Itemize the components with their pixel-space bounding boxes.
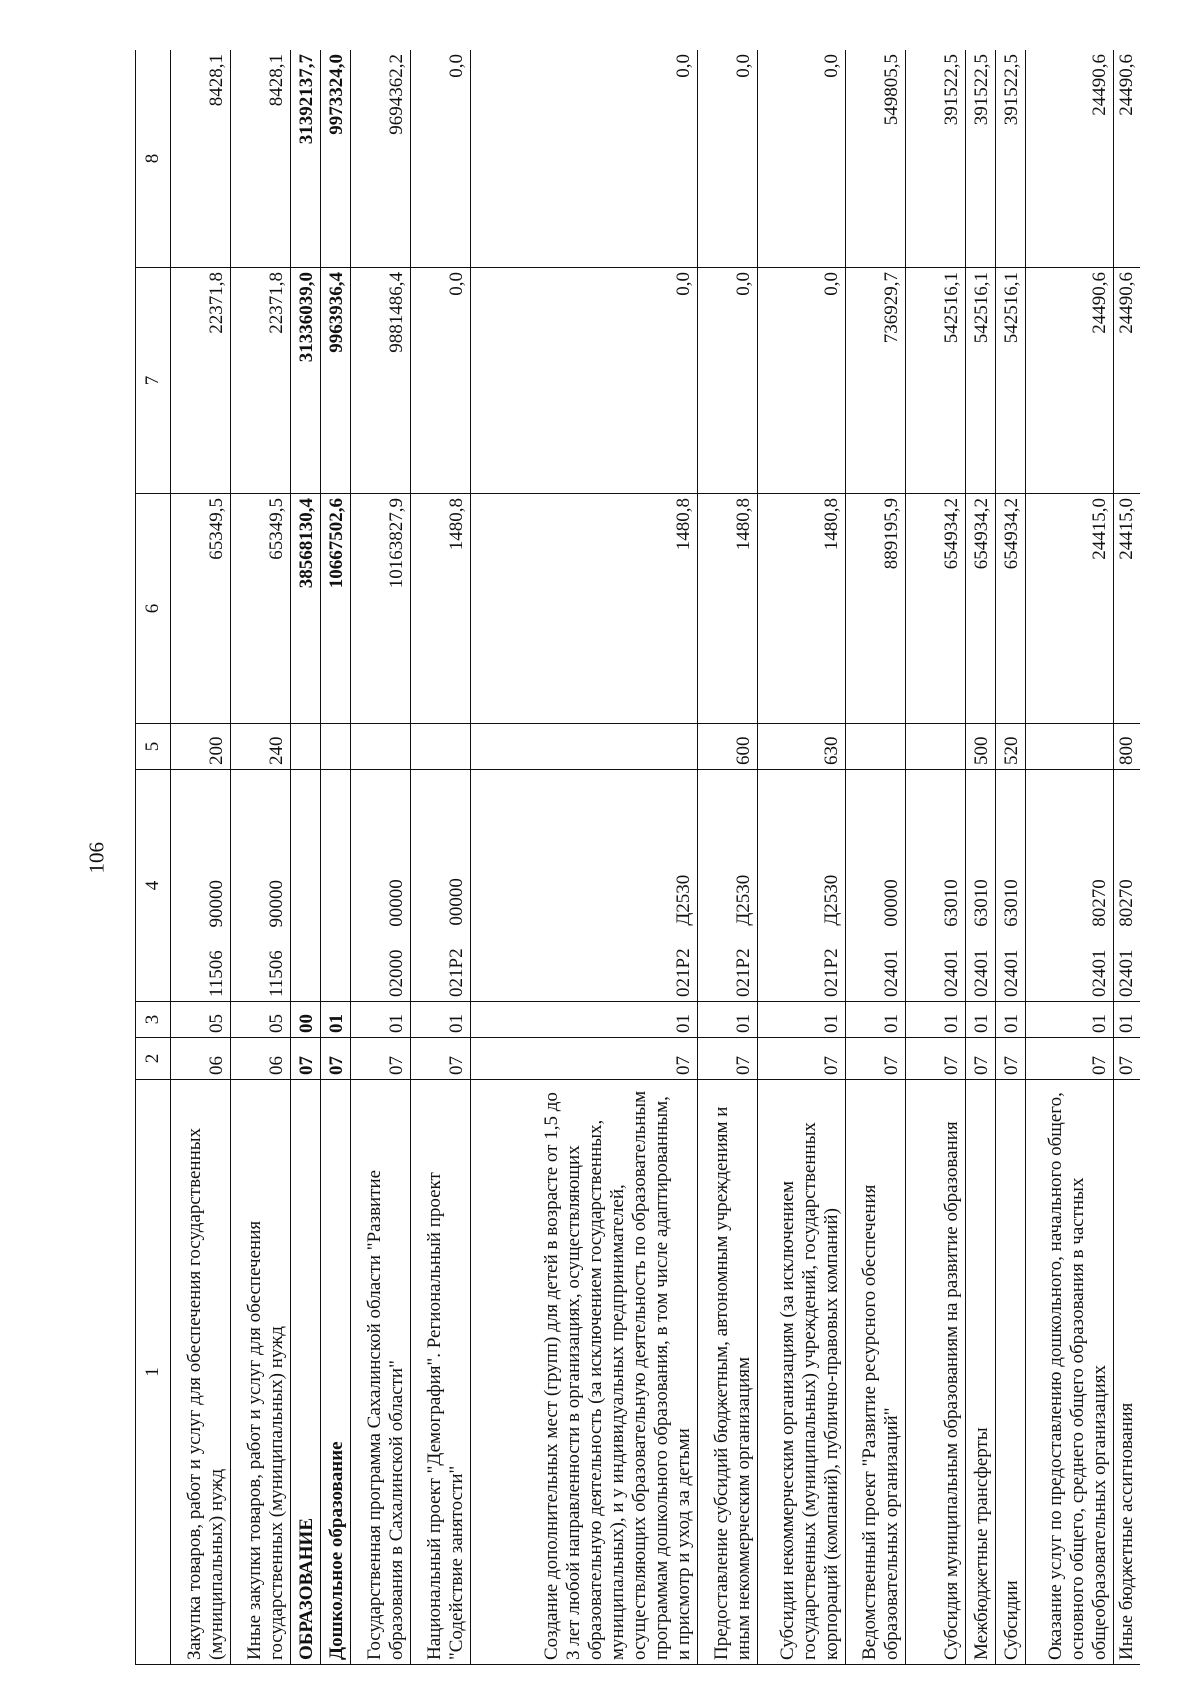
amount-col6: 10163827,9 xyxy=(351,494,411,724)
amount-col8: 0,0 xyxy=(411,50,471,268)
amount-col7: 0,0 xyxy=(758,268,846,494)
amount-col6: 654934,2 xyxy=(966,494,996,724)
amount-col7: 542516,1 xyxy=(966,268,996,494)
amount-col8: 24490,6 xyxy=(1114,50,1141,268)
row-name: Закупка товаров, работ и услуг для обеспечения государственных (муниципальных) нужд xyxy=(171,1080,231,1665)
section-code: 07 xyxy=(1114,1038,1141,1080)
subsection-code: 05 xyxy=(231,1002,291,1038)
table-row xyxy=(1026,50,1114,1665)
rotated-table-container xyxy=(135,50,1140,1665)
amount-col8: 24490,6 xyxy=(1026,50,1114,268)
subsection-code: 01 xyxy=(698,1002,758,1038)
table-row xyxy=(291,50,321,1665)
amount-col6: 1480,8 xyxy=(411,494,471,724)
table-row xyxy=(966,50,996,1665)
amount-col6: 889195,9 xyxy=(846,494,906,724)
amount-col7: 0,0 xyxy=(471,268,698,494)
amount-col6: 24415,0 xyxy=(1114,494,1141,724)
table-row xyxy=(758,50,846,1665)
amount-col7: 0,0 xyxy=(411,268,471,494)
amount-col8: 0,0 xyxy=(471,50,698,268)
amount-col6: 10667502,6 xyxy=(321,494,351,724)
section-code: 07 xyxy=(966,1038,996,1080)
amount-col8: 549805,5 xyxy=(846,50,906,268)
column-header-6: 6 xyxy=(136,494,171,724)
amount-col8: 391522,5 xyxy=(906,50,966,268)
table-row xyxy=(231,50,291,1665)
row-name: Субсидия муниципальным образованиям на развитие образования xyxy=(906,1080,966,1665)
expense-type-code: 520 xyxy=(996,724,1026,770)
table-body xyxy=(171,50,1141,1665)
amount-col7: 22371,8 xyxy=(231,268,291,494)
column-header-2: 2 xyxy=(136,1038,171,1080)
subsection-code: 01 xyxy=(1026,1002,1114,1038)
target-article-code xyxy=(291,770,321,1002)
subsection-code: 01 xyxy=(966,1002,996,1038)
target-article-code: 02000 00000 xyxy=(351,770,411,1002)
amount-col6: 1480,8 xyxy=(758,494,846,724)
target-article-code: 02401 63010 xyxy=(966,770,996,1002)
section-code: 07 xyxy=(291,1038,321,1080)
row-name: Ведомственный проект "Развитие ресурсного обеспечения образовательных организаций" xyxy=(846,1080,906,1665)
column-header-8: 8 xyxy=(136,50,171,268)
target-article-code xyxy=(321,770,351,1002)
target-article-code: 021P2 Д2530 xyxy=(698,770,758,1002)
table-row xyxy=(846,50,906,1665)
amount-col7: 736929,7 xyxy=(846,268,906,494)
amount-col8: 9973324,0 xyxy=(321,50,351,268)
header-row xyxy=(136,50,171,1665)
expense-type-code: 630 xyxy=(758,724,846,770)
expense-type-code xyxy=(351,724,411,770)
expense-type-code xyxy=(906,724,966,770)
expense-type-code xyxy=(411,724,471,770)
target-article-code: 02401 00000 xyxy=(846,770,906,1002)
table-row xyxy=(321,50,351,1665)
section-code: 07 xyxy=(906,1038,966,1080)
table-row xyxy=(411,50,471,1665)
column-header-5: 5 xyxy=(136,724,171,770)
row-name: Иные закупки товаров, работ и услуг для обеспечения государственных (муниципальных) нужд xyxy=(231,1080,291,1665)
section-code: 07 xyxy=(471,1038,698,1080)
amount-col7: 24490,6 xyxy=(1026,268,1114,494)
section-code: 07 xyxy=(351,1038,411,1080)
table-row xyxy=(996,50,1026,1665)
amount-col6: 24415,0 xyxy=(1026,494,1114,724)
expense-type-code: 200 xyxy=(171,724,231,770)
amount-col6: 654934,2 xyxy=(996,494,1026,724)
target-article-code: 02401 80270 xyxy=(1026,770,1114,1002)
target-article-code: 11506 90000 xyxy=(231,770,291,1002)
amount-col6: 1480,8 xyxy=(698,494,758,724)
expense-type-code: 600 xyxy=(698,724,758,770)
subsection-code: 01 xyxy=(906,1002,966,1038)
subsection-code: 01 xyxy=(351,1002,411,1038)
row-name: Национальный проект "Демография". Региональный проект "Содействие занятости" xyxy=(411,1080,471,1665)
amount-col8: 8428,1 xyxy=(231,50,291,268)
subsection-code: 01 xyxy=(471,1002,698,1038)
column-header-4: 4 xyxy=(136,770,171,1002)
table-row xyxy=(1114,50,1141,1665)
target-article-code: 021P2 Д2530 xyxy=(471,770,698,1002)
row-name: Предоставление субсидий бюджетным, автономным учреждениям и иным некоммерческим организациям xyxy=(698,1080,758,1665)
column-header-1: 1 xyxy=(136,1080,171,1665)
table-row xyxy=(471,50,698,1665)
section-code: 07 xyxy=(758,1038,846,1080)
amount-col6: 65349,5 xyxy=(171,494,231,724)
amount-col6: 65349,5 xyxy=(231,494,291,724)
target-article-code: 02401 63010 xyxy=(996,770,1026,1002)
amount-col8: 9694362,2 xyxy=(351,50,411,268)
amount-col7: 31336039,0 xyxy=(291,268,321,494)
amount-col8: 391522,5 xyxy=(966,50,996,268)
amount-col8: 31392137,7 xyxy=(291,50,321,268)
target-article-code: 021P2 00000 xyxy=(411,770,471,1002)
row-name: Субсидии xyxy=(996,1080,1026,1665)
amount-col7: 24490,6 xyxy=(1114,268,1141,494)
amount-col8: 391522,5 xyxy=(996,50,1026,268)
section-code: 06 xyxy=(231,1038,291,1080)
target-article-code: 02401 63010 xyxy=(906,770,966,1002)
table-row xyxy=(906,50,966,1665)
subsection-code: 01 xyxy=(996,1002,1026,1038)
row-name: Субсидии некоммерческим организациям (за исключением государственных (муниципальных) учреждений, государственных корпораций (компаний), публично-правовых компаний) xyxy=(758,1080,846,1665)
expense-type-code: 240 xyxy=(231,724,291,770)
section-code: 07 xyxy=(411,1038,471,1080)
amount-col7: 9963936,4 xyxy=(321,268,351,494)
amount-col8: 8428,1 xyxy=(171,50,231,268)
amount-col6: 1480,8 xyxy=(471,494,698,724)
expense-type-code xyxy=(846,724,906,770)
page-number: 106 xyxy=(84,842,109,874)
document-sheet xyxy=(135,50,1140,1665)
expense-type-code xyxy=(321,724,351,770)
expense-type-code xyxy=(291,724,321,770)
subsection-code: 01 xyxy=(321,1002,351,1038)
row-name: ОБРАЗОВАНИЕ xyxy=(291,1080,321,1665)
section-code: 06 xyxy=(171,1038,231,1080)
amount-col7: 542516,1 xyxy=(906,268,966,494)
row-name: Межбюджетные трансферты xyxy=(966,1080,996,1665)
column-header-7: 7 xyxy=(136,268,171,494)
subsection-code: 00 xyxy=(291,1002,321,1038)
expense-type-code xyxy=(1026,724,1114,770)
target-article-code: 021P2 Д2530 xyxy=(758,770,846,1002)
subsection-code: 01 xyxy=(411,1002,471,1038)
section-code: 07 xyxy=(846,1038,906,1080)
amount-col8: 0,0 xyxy=(758,50,846,268)
section-code: 07 xyxy=(321,1038,351,1080)
expense-type-code: 800 xyxy=(1114,724,1141,770)
table-row xyxy=(698,50,758,1665)
amount-col6: 38568130,4 xyxy=(291,494,321,724)
subsection-code: 01 xyxy=(846,1002,906,1038)
budget-table xyxy=(135,50,1140,1665)
subsection-code: 01 xyxy=(758,1002,846,1038)
target-article-code: 11506 90000 xyxy=(171,770,231,1002)
row-name: Оказание услуг по предоставлению дошкольного, начального общего, основного общего, среднего общего образования в частных общеобразовательных организациях xyxy=(1026,1080,1114,1665)
subsection-code: 01 xyxy=(1114,1002,1141,1038)
row-name: Дошкольное образование xyxy=(321,1080,351,1665)
column-header-3: 3 xyxy=(136,1002,171,1038)
amount-col6: 654934,2 xyxy=(906,494,966,724)
table-row xyxy=(351,50,411,1665)
expense-type-code: 500 xyxy=(966,724,996,770)
row-name: Иные бюджетные ассигнования xyxy=(1114,1080,1141,1665)
row-name: Государственная программа Сахалинской области "Развитие образования в Сахалинской области" xyxy=(351,1080,411,1665)
amount-col8: 0,0 xyxy=(698,50,758,268)
section-code: 07 xyxy=(1026,1038,1114,1080)
amount-col7: 22371,8 xyxy=(171,268,231,494)
section-code: 07 xyxy=(698,1038,758,1080)
target-article-code: 02401 80270 xyxy=(1114,770,1141,1002)
amount-col7: 0,0 xyxy=(698,268,758,494)
subsection-code: 05 xyxy=(171,1002,231,1038)
table-row xyxy=(171,50,231,1665)
section-code: 07 xyxy=(996,1038,1026,1080)
row-name: Создание дополнительных мест (групп) для детей в возрасте от 1,5 до 3 лет любой направленности в организациях, осуществляющих образовательную деятельность (за исключением государственных, муниципальных), и у индивидуальных предпринимателей, осуществляющих образовательную деятельность по образовательным программам дошкольного образования, в том числе адаптированным, и присмотр и уход за детьми xyxy=(471,1080,698,1665)
amount-col7: 9881486,4 xyxy=(351,268,411,494)
amount-col7: 542516,1 xyxy=(996,268,1026,494)
expense-type-code xyxy=(471,724,698,770)
